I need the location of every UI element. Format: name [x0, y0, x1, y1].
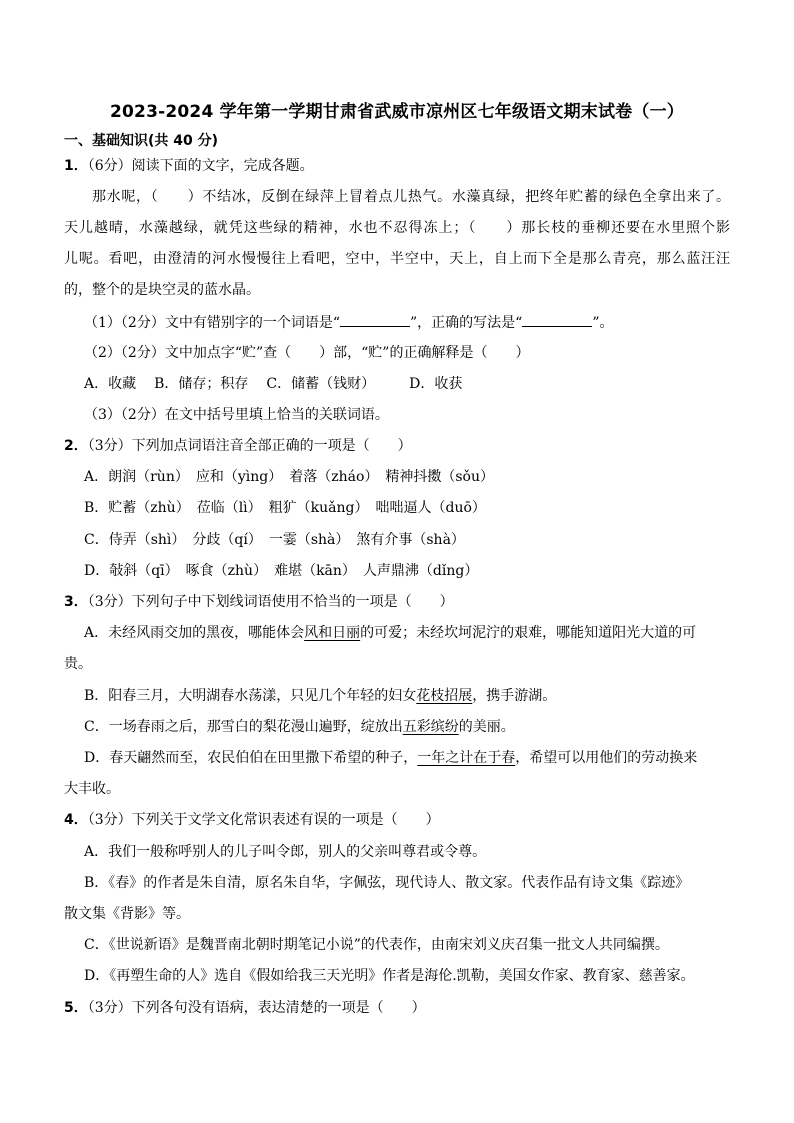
option-text: A．未经风雨交加的黑夜，哪能体会 [84, 625, 305, 641]
underlined-term: 一年之计在于春 [417, 750, 516, 766]
sub-question-2-options [84, 374, 480, 394]
section-heading: 一、基础知识(共 40 分) [64, 133, 219, 149]
underlined-term: 风和日丽 [304, 625, 361, 641]
sub-question-text: ”，正确的写法是“ [409, 315, 523, 331]
sub-question-1 [84, 312, 613, 333]
option-text: B．阳春三月，大明湖春水荡漾，只见几个年轻的妇女 [84, 688, 417, 704]
question-number: 5． [64, 1000, 88, 1016]
option-text: ，携手游湖。 [472, 688, 557, 704]
option-a-continued: 贵。 [64, 656, 92, 672]
question-4 [64, 810, 440, 830]
passage-line: 的，整个的是块空灵的蓝水晶。 [64, 282, 260, 298]
option-text: 的可爱；未经坎坷泥泞的艰难，哪能知道阳光大道的可 [360, 625, 697, 641]
answer-blank[interactable] [522, 312, 592, 327]
exam-title: 2023-2024 学年第一学期甘肃省武威市凉州区七年级语文期末试卷（一） [109, 102, 684, 122]
sub-question-text: （1）（2分）文中有错别字的一个词语是“ [84, 315, 340, 331]
underlined-term: 花枝招展 [416, 688, 473, 704]
option-b[interactable]: B．贮蓄（zhù） 莅临（lì） 粗犷（kuǎng） 咄咄逼人（duō） [84, 500, 486, 516]
question-2 [64, 436, 412, 456]
sub-question-text: ”。 [592, 315, 614, 331]
question-number: 3． [64, 594, 88, 610]
option-a[interactable] [84, 623, 696, 643]
question-3 [64, 592, 454, 612]
option-a[interactable]: A．收藏 [84, 376, 137, 392]
option-a[interactable]: A．朗润（rùn） 应和（yìng） 着落（zháo） 精神抖擞（sǒu） [84, 469, 494, 485]
question-number: 4． [64, 812, 88, 828]
option-c[interactable]: C．《世说新语》是魏晋南北朝时期笔记小说”的代表作，由南宋刘义庆召集一批文人共同编撰。 [84, 937, 669, 953]
passage-line: 天儿越晴，水藻越绿，就凭这些绿的精神，水也不忍得冻上；（ ）那长枝的垂柳还要在水里照个影 [64, 220, 730, 236]
question-number: 2． [64, 438, 88, 454]
answer-blank[interactable] [340, 312, 410, 327]
question-1 [64, 156, 314, 176]
sub-question-2: （2）（2分）文中加点字“贮”查（ ）部，“贮”的正确解释是（ ） [84, 345, 530, 361]
option-c[interactable]: C．侍弄（shì） 分歧（qí） 一霎（shà） 煞有介事（shà） [84, 532, 465, 548]
underlined-term: 五彩缤纷 [402, 719, 459, 735]
option-text: 的美丽。 [458, 719, 515, 735]
question-number: 1． [64, 158, 88, 174]
option-d[interactable]: D．敧斜（qī） 啄食（zhù） 难堪（kān） 人声鼎沸（dǐng） [84, 563, 479, 579]
question-stem: （3分）下列关于文学文化常识表述有误的一项是（ ） [87, 812, 440, 828]
option-b[interactable]: B．《春》的作者是朱自清，原名朱自华，字佩弦，现代诗人、散文家。代表作品有诗文集《踪迹》 [84, 875, 690, 891]
option-b[interactable]: B．储存；积存 [154, 376, 249, 392]
sub-question-3: （3）（2分）在文中括号里填上恰当的关联词语。 [84, 407, 389, 423]
option-text: D．春天翩然而至，农民伯伯在田里撒下希望的种子， [84, 750, 418, 766]
option-d-continued: 大丰收。 [64, 781, 120, 797]
passage-line: 那水呢，（ ）不结冰，反倒在绿萍上冒着点儿热气。水藻真绿，把终年贮蓄的绿色全拿出来了。 [92, 189, 730, 205]
option-text: C．一场春雨之后，那雪白的梨花漫山遍野，绽放出 [84, 719, 403, 735]
option-c[interactable] [84, 717, 515, 737]
option-a[interactable]: A．我们一般称呼别人的儿子叫令郎，别人的父亲叫尊君或令尊。 [84, 844, 487, 860]
option-b-continued: 散文集《背影》等。 [64, 906, 190, 922]
passage-line: 儿呢。看吧，由澄清的河水慢慢往上看吧，空中，半空中，天上，自上而下全是那么青亮，那么蓝汪汪 [64, 251, 730, 267]
question-5 [64, 998, 426, 1018]
option-c[interactable]: C．储蓄（钱财） [266, 376, 376, 392]
option-d[interactable]: D．收获 [409, 376, 463, 392]
question-stem: （3分）下列各句没有语病，表达清楚的一项是（ ） [87, 1000, 426, 1016]
option-b[interactable] [84, 686, 556, 706]
question-stem: （3分）下列加点词语注音全部正确的一项是（ ） [87, 438, 412, 454]
question-stem: （6分）阅读下面的文字，完成各题。 [87, 158, 314, 174]
option-text: ，希望可以用他们的劳动换来 [515, 750, 698, 766]
option-d[interactable] [84, 748, 697, 768]
question-stem: （3分）下列句子中下划线词语使用不恰当的一项是（ ） [87, 594, 454, 610]
option-d[interactable]: D．《再塑生命的人》选自《假如给我三天光明》作者是海伦.凯勒，美国女作家、教育家、慈善家。 [84, 968, 695, 984]
